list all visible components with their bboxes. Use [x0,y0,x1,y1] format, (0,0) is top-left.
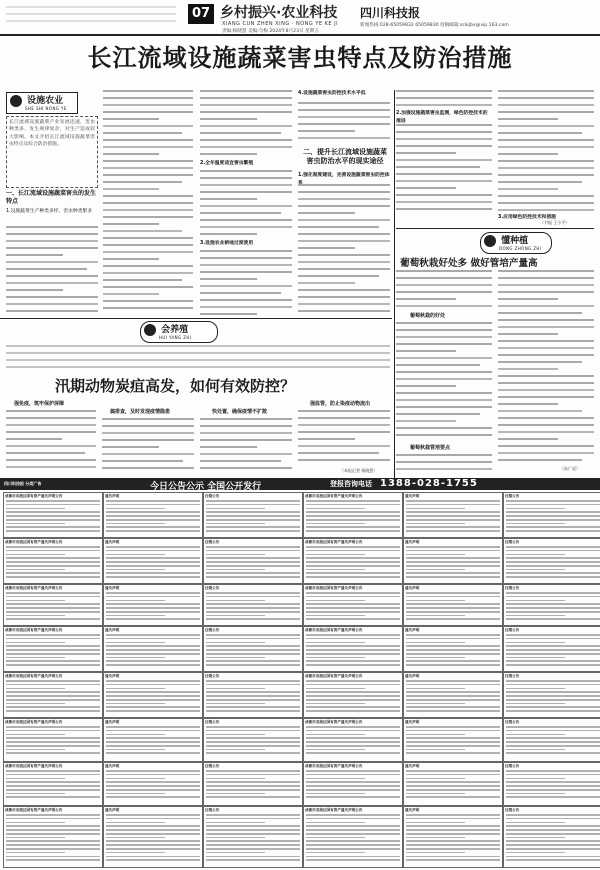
section3-heading: 3.设施农业耕地过度使用 [200,241,254,246]
leaf-icon [10,95,22,107]
ad-title: 注销公告 [505,764,520,768]
livestock-source: （本报记者 杨晓慧） [340,468,378,473]
ad-title: 遗失声明 [105,808,120,812]
ad-title: 遗失声明 [405,628,420,632]
farm-sub2: 葡萄秋栽管培要点 [410,445,451,451]
classified-ad [403,538,503,584]
classified-ad [3,492,103,538]
classified-ad [203,538,303,584]
lead-box [6,116,98,188]
main-headline: 长江流域设施蔬菜害虫特点及防治措施 [87,44,513,72]
section5-heading: 二、提升长江流域设施蔬菜害虫防治水平的现实途径 [303,148,387,165]
ad-title: 注销公告 [205,494,220,498]
side-author: （尹振 王小平） [540,220,570,225]
farm-tag [480,232,552,254]
farm-tag-pinyin: DONG ZHONG ZHI [499,245,542,251]
classified-ad [3,762,103,806]
classified-ad [103,718,203,762]
ad-title: 注销公告 [205,586,220,590]
farm-headline: 葡萄秋栽好处多 做好管培产量高 [400,258,538,269]
livestock-col3-heading: 快处置，确保疫情不扩散 [212,409,268,415]
farm-tag-label: 懂种植 [501,236,529,246]
paper-name: 四川科技报 [360,6,421,20]
plant-icon [484,235,496,247]
ad-title: 遗失声明 [405,540,420,544]
ad-title: 遗失声明 [105,720,120,724]
ad-title: 成都市双流区国有资产遗失声明公告 [305,674,363,678]
ad-title: 注销公告 [205,720,220,724]
column-badge [6,92,78,114]
classified-ad [303,538,403,584]
classified-ad [503,584,600,626]
ad-title: 注销公告 [505,494,520,498]
classified-ad [503,762,600,806]
text-column [102,418,194,476]
classified-ad [3,626,103,672]
divider [0,318,392,319]
ad-title: 成都市双流区国有资产遗失声明公告 [305,764,363,768]
text-column [200,170,292,238]
text-column [396,322,492,440]
classified-ad [3,672,103,718]
text-column [6,410,96,476]
classified-ad [203,762,303,806]
ad-title: 注销公告 [205,808,220,812]
text-column [6,226,98,318]
text-column [498,270,594,466]
ad-title: 注销公告 [505,586,520,590]
banner-left: 四川科技报 分类广告 [4,481,42,486]
lead-text: 长江流域设施蔬菜产业发展迅速，害虫种类多、发生规律复杂，对生产造成较大影响。本文介绍长江流域设施蔬菜害虫特点及综合防治措施。 [9,120,95,148]
ad-title: 注销公告 [505,674,520,678]
classified-ad [403,626,503,672]
ad-title: 注销公告 [205,674,220,678]
classified-ad [103,492,203,538]
classified-ad [203,718,303,762]
classified-ad [203,626,303,672]
classified-ad [3,538,103,584]
classified-ad [303,806,403,868]
livestock-icon [144,324,156,336]
page-header [0,0,600,36]
text-column [200,250,292,318]
section1-heading: 一、长江流域设施蔬菜害虫的发生特点 [6,190,97,205]
column-pinyin: SHE SHI NONG YE [25,105,67,111]
classified-ad [503,806,600,868]
classified-ad [403,492,503,538]
text-column [498,90,594,214]
classified-ad [503,718,600,762]
classified-ad [103,762,203,806]
classified-ad [503,626,600,672]
section5-sub2: 2.加强设施蔬菜害虫监测，绿色防控技术的推进 [396,111,488,124]
ad-title: 遗失声明 [105,628,120,632]
ad-title: 成都市双流区国有资产遗失声明公告 [305,586,363,590]
classified-ad [303,626,403,672]
ad-title: 成都市双流区国有资产遗失声明公告 [305,540,363,544]
classified-ad [103,584,203,626]
classified-ad [203,584,303,626]
ad-title: 注销公告 [505,720,520,724]
classified-ad [203,672,303,718]
divider [396,228,594,229]
section4-heading: 4.设施蔬菜害虫防控技术水平低 [298,91,366,96]
ad-title: 遗失声明 [105,586,120,590]
livestock-col4-heading: 强监管，防止染疫动物流出 [310,401,371,407]
ad-title: 成都市双流区国有资产遗失声明公告 [5,586,63,590]
page-number: 07 [188,4,214,24]
banner-hotline-label: 登报咨询电话 [330,480,372,488]
text-column [298,184,390,318]
text-column [396,124,492,214]
ad-title: 成都市双流区国有资产遗失声明公告 [5,494,63,498]
banner-middle: 今日公告公示 全国公开发行 [150,482,262,492]
text-column [200,418,292,476]
ad-title: 遗失声明 [405,764,420,768]
text-column [103,90,193,318]
classified-ad [403,672,503,718]
classified-ad [403,762,503,806]
ad-title: 成都市双流区国有资产遗失声明公告 [305,628,363,632]
text-column [298,410,390,468]
classified-ad [403,584,503,626]
section2-heading: 2.全年温度适宜害虫繁殖 [200,161,254,166]
ad-title: 成都市双流区国有资产遗失声明公告 [5,674,63,678]
ad-title: 遗失声明 [405,808,420,812]
ad-title: 成都市双流区国有资产遗失声明公告 [5,764,63,768]
section-pinyin: XIANG CUN ZHEN XING · NONG YE KE JI [222,21,339,27]
classified-ad [503,672,600,718]
ad-title: 成都市双流区国有资产遗失声明公告 [305,808,363,812]
text-column [298,102,390,142]
text-column [396,90,492,108]
classified-ad [103,626,203,672]
text-column [396,454,492,476]
ad-title: 遗失声明 [105,494,120,498]
ad-title: 注销公告 [505,540,520,544]
section1-subheading: 1.设施蔬菜生产种类多样，害虫种类繁多 [6,209,93,214]
classified-ad [503,538,600,584]
ad-title: 成都市双流区国有资产遗失声明公告 [5,808,63,812]
ad-title: 成都市双流区国有资产遗失声明公告 [5,720,63,724]
ad-title: 注销公告 [205,628,220,632]
text-column [396,270,492,312]
classified-ad [103,538,203,584]
classified-ad [503,492,600,538]
ad-title: 注销公告 [505,628,520,632]
classified-ad [303,492,403,538]
ads-banner [0,478,600,490]
farm-author: （朱广虎） [560,466,580,471]
ad-title: 遗失声明 [405,494,420,498]
classified-ad [303,718,403,762]
ad-title: 成都市双流区国有资产遗失声明公告 [305,494,363,498]
livestock-tag-label: 会养殖 [161,325,189,335]
livestock-tag [140,321,218,343]
ad-title: 遗失声明 [405,586,420,590]
banner-hotline: 1388-028-1755 [380,478,478,489]
livestock-col2-heading: 搞排查，及时发现疫情隐患 [110,409,171,415]
ad-title: 注销公告 [205,540,220,544]
section-title: 乡村振兴·农业科技 [220,5,338,21]
section5-sub3: 3.应用绿色防控技术和措施 [498,215,556,220]
ad-title: 成都市双流区国有资产遗失声明公告 [5,540,63,544]
column-rule [394,90,395,478]
classified-ad [3,806,103,868]
ad-title: 遗失声明 [105,764,120,768]
classified-ad [403,718,503,762]
ad-title: 成都市双流区国有资产遗失声明公告 [5,628,63,632]
livestock-tag-pinyin: HUI YANG ZHI [159,334,192,340]
classified-ad [203,806,303,868]
ad-title: 注销公告 [505,808,520,812]
classified-ad [103,806,203,868]
text-column [200,90,292,158]
intro-text [6,345,390,375]
livestock-col1-heading: 强免疫，筑牢保护屏障 [14,401,65,407]
editor-line: 责编:杨晓慧 美编:乌梅 2024年8月23日 星期五 [222,29,319,34]
section5-sub1: 1.强化制度建设，完善设施蔬菜害虫防控体 [298,173,390,178]
classified-ad [303,762,403,806]
contact-line: 新闻热线:028-65059832 65059830 投稿邮箱:scikjbx@vip.163.com [360,23,509,28]
ad-title: 成都市双流区国有资产遗失声明公告 [305,720,363,724]
livestock-headline: 汛期动物炭疽高发，如何有效防控？ [55,377,296,395]
column-name: 设施农业 [27,96,64,106]
classified-ad [303,672,403,718]
ad-title: 遗失声明 [405,720,420,724]
classified-ad [403,806,503,868]
classified-ad [103,672,203,718]
classified-ad [3,584,103,626]
ad-title: 遗失声明 [105,540,120,544]
farm-sub1: 葡萄秋栽的好处 [410,313,446,319]
ad-title: 注销公告 [205,764,220,768]
ad-title: 遗失声明 [105,674,120,678]
ad-title: 遗失声明 [405,674,420,678]
classified-ad [203,492,303,538]
classified-ad [3,718,103,762]
classified-ad [303,584,403,626]
